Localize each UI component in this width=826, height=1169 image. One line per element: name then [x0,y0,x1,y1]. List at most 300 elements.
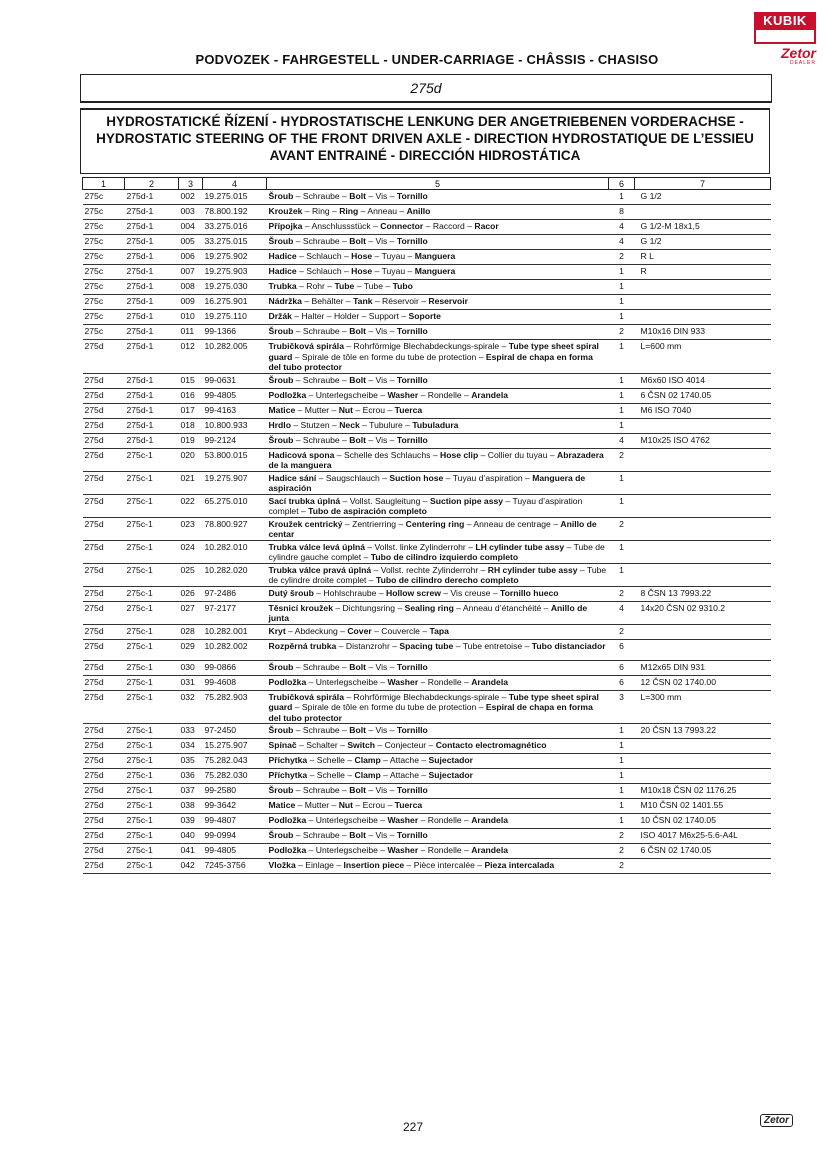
description-term: – Schelle – [307,755,355,765]
cell-description [267,660,609,675]
description-term: – Tubulure – [359,419,413,430]
cell-description [267,540,609,563]
description-bold-term: Nádržka [268,296,302,306]
cell-figure: 275c-1 [125,624,179,639]
cell-position: 030 [179,660,203,675]
table-row [83,586,771,601]
cell-description [267,471,609,494]
cell-group: 275d [83,675,125,690]
description-bold-term: Tubuladura [412,419,459,430]
table-row [83,517,771,540]
description-bold-term: Sealing ring [404,602,454,613]
description-bold-term: Washer [387,389,419,400]
description-bold-term: Hadicová spona [268,449,335,460]
description-bold-term: Contacto electromagnético [435,740,547,750]
cell-note [635,624,771,639]
table-row [83,799,771,814]
table-row [83,724,771,739]
description-term: – Vis – [365,191,397,201]
cell-figure: 275c-1 [125,448,179,471]
cell-note [635,754,771,769]
cell-quantity: 1 [609,388,635,403]
description-term: – Rohrförmige Blechabdeckungs-spirale – [343,691,509,702]
cell-group: 275c [83,310,125,325]
cell-part-number: 99-4608 [203,675,267,690]
table-row [83,403,771,418]
cell-position: 019 [179,433,203,448]
description-term: – Couvercle – [371,625,430,636]
table-row [83,739,771,754]
description-term: – Anneau de centrage – [464,518,561,529]
description-term: – Schraube – [293,236,350,246]
cell-description [267,220,609,235]
cell-quantity: 2 [609,586,635,601]
cell-position: 039 [179,814,203,829]
cell-description [267,433,609,448]
cell-description [267,250,609,265]
description-term: – Tube de cylindre droite complet – [268,564,607,585]
cell-note: M6 ISO 7040 [635,403,771,418]
table-row [83,814,771,829]
cell-figure: 275c-1 [125,517,179,540]
table-row [83,295,771,310]
cell-position: 029 [179,639,203,660]
description-bold-term: Spínač [268,740,297,750]
description-term: – Tuyau – [372,251,415,261]
cell-description [267,690,609,724]
description-term: – Abdeckung – [285,625,348,636]
cell-position: 012 [179,340,203,374]
cell-position: 042 [179,859,203,874]
description-bold-term: Abrazadera de la manguera [268,449,604,470]
description-bold-term: Anillo de junta [268,602,588,623]
cell-description [267,675,609,690]
cell-group: 275d [83,724,125,739]
description-bold-term: Tube type sheet spiral guard [268,341,599,362]
cell-group: 275c [83,220,125,235]
cell-quantity: 1 [609,799,635,814]
cell-quantity: 4 [609,235,635,250]
table-row [83,190,771,205]
cell-figure: 275c-1 [125,563,179,586]
description-bold-term: Tapa [429,625,449,636]
cell-note: G 1/2 [635,235,771,250]
description-bold-term: Espiral de chapa en forma del tubo protector [268,351,593,372]
table-row [83,690,771,724]
description-bold-term: Trubičková spirála [268,691,344,702]
cell-group: 275d [83,433,125,448]
description-bold-term: Arandela [471,389,508,400]
cell-description [267,373,609,388]
description-bold-term: Šroub [268,374,294,385]
description-bold-term: Podložka [268,815,307,825]
cell-quantity: 4 [609,433,635,448]
cell-description [267,190,609,205]
cell-quantity: 1 [609,754,635,769]
description-term: – Schraube – [293,830,350,840]
description-bold-term: Bolt [349,725,366,735]
description-bold-term: Tornillo [396,830,428,840]
cell-note [635,739,771,754]
cell-figure: 275c-1 [125,739,179,754]
description-term: – Collier du tuyau – [478,449,558,460]
cell-part-number: 19.275.015 [203,190,267,205]
cell-quantity: 2 [609,844,635,859]
cell-position: 015 [179,373,203,388]
cell-figure: 275d-1 [125,250,179,265]
description-bold-term: Switch [347,740,376,750]
table-row [83,494,771,517]
description-term: – Unterlegscheibe – [306,389,388,400]
cell-part-number: 33.275.015 [203,235,267,250]
cell-part-number: 53.800.015 [203,448,267,471]
cell-group: 275c [83,280,125,295]
cell-part-number: 10.282.010 [203,540,267,563]
description-bold-term: Příchytka [268,755,308,765]
description-term: – Tuyau – [372,266,415,276]
cell-part-number: 99-4163 [203,403,267,418]
cell-position: 010 [179,310,203,325]
cell-position: 036 [179,769,203,784]
cell-position: 031 [179,675,203,690]
description-term: – Pièce intercalée – [404,860,485,870]
table-row [83,471,771,494]
description-bold-term: Hadice sání [268,472,317,483]
cell-description [267,388,609,403]
description-bold-term: Clamp [354,770,381,780]
cell-note: M10 ČSN 02 1401.55 [635,799,771,814]
cell-position: 040 [179,829,203,844]
cell-description [267,624,609,639]
cell-figure: 275d-1 [125,265,179,280]
cell-note: M10x16 DIN 933 [635,325,771,340]
description-bold-term: Tube [334,281,355,291]
description-bold-term: Tornillo [396,785,428,795]
description-bold-term: Bolt [349,830,366,840]
description-term: – Tube de cylindre gauche complet – [268,541,605,562]
table-row [83,784,771,799]
cell-note: M10x18 ČSN 02 1176.25 [635,784,771,799]
cell-part-number: 97-2177 [203,601,267,624]
description-term: – Distanzrohr – [336,640,400,651]
description-bold-term: Matice [268,800,296,810]
description-bold-term: Kroužek centrický [268,518,343,529]
cell-description [267,586,609,601]
cell-description [267,403,609,418]
description-term: – Unterlegscheibe – [306,845,388,855]
cell-group: 275d [83,540,125,563]
cell-part-number: 75.282.030 [203,769,267,784]
cell-quantity: 6 [609,660,635,675]
description-bold-term: Šroub [268,191,294,201]
logo-brand-text: Zetor [781,45,816,61]
cell-group: 275c [83,205,125,220]
page-number: 227 [402,1120,424,1134]
cell-position: 032 [179,690,203,724]
cell-figure: 275c-1 [125,660,179,675]
cell-description [267,799,609,814]
cell-quantity: 4 [609,601,635,624]
cell-group: 275c [83,250,125,265]
column-header: 6 [609,178,635,190]
cell-description [267,754,609,769]
cell-quantity: 1 [609,418,635,433]
description-term: – Raccord – [423,221,475,231]
parts-table [82,177,771,874]
cell-figure: 275d-1 [125,310,179,325]
description-bold-term: Tornillo [396,374,428,385]
cell-description [267,601,609,624]
cell-part-number: 99-4807 [203,814,267,829]
cell-quantity: 1 [609,340,635,374]
cell-note: 14x20 ČSN 02 9310.2 [635,601,771,624]
description-bold-term: Nut [338,404,354,415]
cell-group: 275c [83,325,125,340]
description-term: – Schlauch – [296,251,352,261]
description-term: – Tuyau d’aspiration – [443,472,533,483]
cell-group: 275d [83,471,125,494]
description-bold-term: Tornillo [396,191,428,201]
description-bold-term: Bolt [349,191,366,201]
table-row [83,418,771,433]
cell-group: 275d [83,586,125,601]
cell-description [267,517,609,540]
description-term: – Rondelle – [418,389,472,400]
description-line: AVANT ENTRAINÉ - DIRECCIÓN HIDROSTÁTICA [269,148,581,163]
cell-quantity: 2 [609,829,635,844]
cell-description [267,829,609,844]
cell-note [635,295,771,310]
description-bold-term: Tornillo [396,434,428,445]
cell-description [267,494,609,517]
cell-figure: 275d-1 [125,280,179,295]
description-bold-term: Sujectador [428,755,473,765]
cell-position: 016 [179,388,203,403]
cell-part-number: 10.800.933 [203,418,267,433]
description-bold-term: Tank [353,296,373,306]
description-bold-term: Bolt [349,326,366,336]
cell-note [635,280,771,295]
table-row [83,235,771,250]
description-bold-term: Spacing tube [399,640,454,651]
cell-figure: 275c-1 [125,586,179,601]
cell-group: 275d [83,563,125,586]
cell-position: 037 [179,784,203,799]
cell-part-number: 99-4805 [203,844,267,859]
cell-group: 275d [83,844,125,859]
description-term: – Schraube – [293,725,350,735]
cell-figure: 275c-1 [125,471,179,494]
description-term: – Mutter – [295,404,339,415]
cell-figure: 275d-1 [125,325,179,340]
cell-note: L=300 mm [635,690,771,724]
cell-group: 275d [83,784,125,799]
description-bold-term: Tornillo [396,661,428,672]
cell-figure: 275d-1 [125,190,179,205]
description-term: – Rondelle – [418,845,472,855]
cell-description [267,325,609,340]
cell-figure: 275d-1 [125,388,179,403]
description-term: – Schlauch – [296,266,352,276]
description-term: – Anneau d’étanchéité – [453,602,551,613]
cell-quantity: 1 [609,739,635,754]
table-row [83,829,771,844]
cell-quantity: 1 [609,494,635,517]
cell-quantity: 1 [609,403,635,418]
description-term: – Schraube – [293,191,350,201]
cell-position: 034 [179,739,203,754]
description-term: – Tube entretoise – [453,640,532,651]
description-bold-term: Hadice [268,251,297,261]
description-bold-term: Anillo de centar [268,518,597,539]
cell-group: 275d [83,418,125,433]
cell-part-number: 19.275.903 [203,265,267,280]
table-row [83,250,771,265]
table-row [83,859,771,874]
cell-part-number: 97-2450 [203,724,267,739]
cell-description [267,784,609,799]
description-bold-term: Šroub [268,236,294,246]
description-term: – Unterlegscheibe – [306,676,388,687]
cell-quantity: 2 [609,624,635,639]
description-bold-term: Pieza intercalada [484,860,555,870]
cell-group: 275d [83,859,125,874]
cell-note [635,769,771,784]
table-row [83,563,771,586]
cell-group: 275d [83,373,125,388]
cell-group: 275d [83,814,125,829]
description-bold-term: Bolt [349,434,366,445]
description-term: – Saugschlauch – [316,472,390,483]
description-term: – Vis – [365,785,397,795]
cell-quantity: 2 [609,448,635,471]
cell-note [635,540,771,563]
cell-part-number: 10.282.002 [203,639,267,660]
cell-part-number: 33.275.016 [203,220,267,235]
cell-quantity: 1 [609,769,635,784]
table-row [83,448,771,471]
logo-top-text: KUBIK [754,12,816,30]
description-term: – Vis – [365,374,397,385]
description-term: – Vis – [365,326,397,336]
description-bold-term: Šroub [268,725,294,735]
table-row [83,220,771,235]
table-row [83,601,771,624]
cell-position: 008 [179,280,203,295]
description-term: – Behälter – [301,296,354,306]
description-term: – Schraube – [293,326,350,336]
cell-position: 028 [179,624,203,639]
column-header: 5 [267,178,609,190]
table-row [83,754,771,769]
cell-description [267,265,609,280]
description-term: – Vis creuse – [440,587,500,598]
cell-figure: 275d-1 [125,295,179,310]
cell-quantity: 1 [609,310,635,325]
cell-part-number: 99-0994 [203,829,267,844]
cell-note: 6 ČSN 02 1740.05 [635,844,771,859]
cell-figure: 275c-1 [125,814,179,829]
description-bold-term: Kroužek [268,206,303,216]
description-bold-term: Tubo de cilindro izquierdo completo [370,552,519,562]
cell-quantity: 6 [609,639,635,660]
description-bold-term: Manguera [414,266,456,276]
cell-position: 011 [179,325,203,340]
description-bold-term: Manguera [414,251,456,261]
cell-position: 006 [179,250,203,265]
description-term: – Unterlegscheibe – [306,815,388,825]
table-row [83,660,771,675]
description-term: – Schalter – [296,740,348,750]
description-bold-term: Ring [339,206,359,216]
cell-position: 005 [179,235,203,250]
cell-note [635,418,771,433]
description-bold-term: Bolt [349,785,366,795]
cell-quantity: 1 [609,540,635,563]
description-term: – Dichtungsring – [332,602,405,613]
description-bold-term: Hose [351,251,373,261]
description-bold-term: Tubo de aspiración completo [308,506,427,516]
description-bold-term: Hrdlo [268,419,291,430]
table-row [83,265,771,280]
description-term: – Rohr – [296,281,335,291]
cell-note: M10x25 ISO 4762 [635,433,771,448]
cell-position: 026 [179,586,203,601]
description-bold-term: Tube type sheet spiral guard [268,691,599,712]
cell-description [267,563,609,586]
table-row [83,844,771,859]
description-bold-term: Tornillo [396,236,428,246]
description-term: – Ecrou – [353,800,395,810]
cell-description [267,418,609,433]
cell-figure: 275c-1 [125,540,179,563]
cell-figure: 275c-1 [125,724,179,739]
cell-part-number: 75.282.903 [203,690,267,724]
table-row [83,340,771,374]
cell-figure: 275c-1 [125,754,179,769]
description-bold-term: Anillo [406,206,431,216]
cell-group: 275c [83,235,125,250]
description-term: – Rohrförmige Blechabdeckungs-spirale – [343,341,509,351]
cell-note [635,859,771,874]
cell-quantity: 1 [609,471,635,494]
description-term: – Spirale de tôle en forme du tube de protection – [292,702,486,712]
description-term: – Mutter – [295,800,339,810]
table-row [83,433,771,448]
cell-quantity: 1 [609,280,635,295]
cell-position: 020 [179,448,203,471]
cell-note: ISO 4017 M6x25-5.6-A4L [635,829,771,844]
description-term: – Hohlschraube – [313,587,386,598]
description-bold-term: Sací trubka úplná [268,495,341,506]
cell-part-number: 7245-3756 [203,859,267,874]
description-bold-term: Suction pipe assy [429,495,504,506]
cell-description [267,814,609,829]
cell-note: R L [635,250,771,265]
cell-group: 275d [83,517,125,540]
description-bold-term: Tubo [392,281,413,291]
description-bold-term: Tuerca [394,404,423,415]
cell-part-number: 10.282.001 [203,624,267,639]
description-line: HYDROSTATIC STEERING OF THE FRONT DRIVEN AXLE - DIRECTION HYDROSTATIQUE DE L’ESSIEU [96,131,754,146]
cell-description [267,205,609,220]
description-bold-term: Bolt [349,236,366,246]
cell-description [267,739,609,754]
description-bold-term: Suction hose [389,472,444,483]
page-title: PODVOZEK - FAHRGESTELL - UNDER-CARRIAGE - CHÂSSIS - CHASISO [195,52,659,67]
description-bold-term: Tubo de cilindro derecho completo [375,575,519,585]
cell-position: 038 [179,799,203,814]
